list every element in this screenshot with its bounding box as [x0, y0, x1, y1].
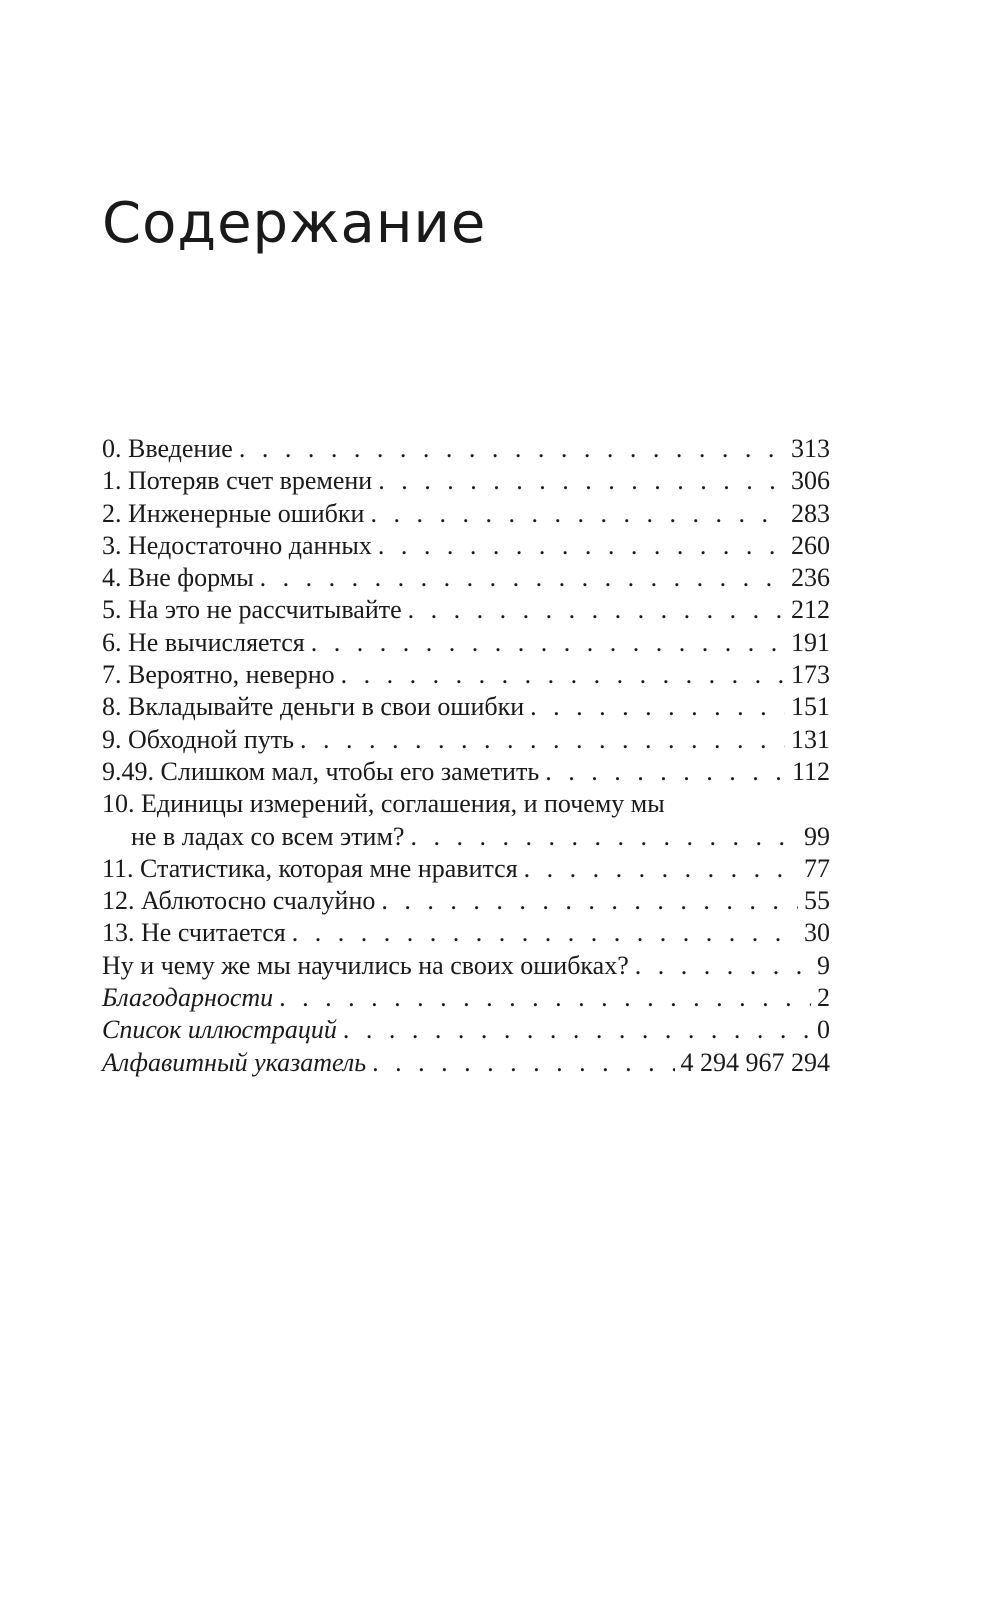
dot-leader — [260, 562, 785, 594]
dot-leader — [239, 433, 785, 465]
toc-entry-chapter-7[interactable] — [102, 659, 830, 691]
toc-entry-title: 7. Вероятно, неверно — [102, 660, 335, 690]
table-of-contents — [102, 433, 830, 1079]
toc-entry-page: 236 — [791, 563, 830, 593]
toc-entry-title: 3. Недостаточно данных — [102, 530, 372, 560]
toc-entry-title: Список иллюстраций — [102, 1015, 337, 1045]
page-title: Содержание — [102, 191, 487, 256]
dot-leader — [372, 1047, 674, 1079]
toc-entry-page: 4 294 967 294 — [680, 1047, 830, 1077]
toc-entry-title: 13. Не считается — [102, 918, 286, 948]
toc-entry-page: 131 — [791, 724, 830, 754]
toc-entry-page: 260 — [791, 530, 830, 560]
toc-entry-page: 151 — [791, 692, 830, 722]
toc-entry-chapter-1[interactable] — [102, 465, 830, 497]
dot-leader — [341, 659, 785, 691]
dot-leader — [408, 594, 785, 626]
dot-leader — [378, 465, 785, 497]
toc-entry-title: 4. Вне формы — [102, 563, 254, 593]
toc-entry-chapter-6[interactable] — [102, 627, 830, 659]
toc-entry-page: 306 — [791, 466, 830, 496]
dot-leader — [343, 1014, 811, 1046]
dot-leader — [545, 756, 786, 788]
toc-entry-list-of-illustrations[interactable] — [102, 1014, 830, 1046]
toc-entry-chapter-11[interactable] — [102, 853, 830, 885]
dot-leader — [410, 821, 798, 853]
dot-leader — [300, 724, 785, 756]
dot-leader — [524, 853, 798, 885]
toc-entry-title: 5. На это не рассчитывайте — [102, 595, 402, 625]
toc-entry-page: 283 — [791, 498, 830, 528]
dot-leader — [311, 627, 785, 659]
toc-entry-title-continuation: не в ладах со всем этим? — [131, 821, 405, 851]
dot-leader — [381, 885, 798, 917]
toc-entry-page: 191 — [791, 627, 830, 657]
toc-entry-title: Алфавитный указатель — [102, 1047, 367, 1077]
toc-entry-chapter-9-49[interactable] — [102, 756, 830, 788]
toc-entry-page: 9 — [817, 950, 830, 980]
toc-entry-title: 8. Вкладывайте деньги в свои ошибки — [102, 692, 525, 722]
toc-entry-chapter-4[interactable] — [102, 562, 830, 594]
toc-entry-page: 99 — [804, 821, 830, 851]
toc-entry-title: 9. Обходной путь — [102, 724, 294, 754]
toc-entry-title: 10. Единицы измерений, соглашения, и почему мы — [102, 789, 665, 819]
toc-entry-introduction[interactable] — [102, 433, 830, 465]
toc-entry-conclusion[interactable] — [102, 950, 830, 982]
toc-entry-title: 9.49. Слишком мал, чтобы его заметить — [102, 756, 540, 786]
toc-entry-page: 30 — [804, 918, 830, 948]
toc-entry-page: 112 — [791, 756, 830, 786]
dot-leader — [530, 691, 785, 723]
toc-entry-page: 313 — [791, 434, 830, 463]
toc-entry-chapter-10[interactable] — [102, 788, 830, 820]
toc-entry-title: Ну и чему же мы научились на своих ошибках? — [102, 950, 629, 980]
toc-entry-chapter-12[interactable] — [102, 885, 830, 917]
dot-leader — [370, 498, 785, 530]
toc-entry-title: 0. Введение — [102, 434, 233, 463]
toc-entry-page: 0 — [817, 1015, 830, 1045]
toc-entry-chapter-2[interactable] — [102, 498, 830, 530]
toc-entry-title: 1. Потеряв счет времени — [102, 466, 373, 496]
dot-leader — [378, 530, 785, 562]
toc-entry-title: 12. Аблютосно счалуйно — [102, 886, 376, 916]
toc-entry-title: 11. Статистика, которая мне нравится — [102, 853, 518, 883]
toc-entry-title: 6. Не вычисляется — [102, 627, 305, 657]
toc-entry-page: 77 — [804, 853, 830, 883]
toc-entry-chapter-5[interactable] — [102, 594, 830, 626]
toc-entry-title: 2. Инженерные ошибки — [102, 498, 365, 528]
toc-entry-chapter-10-continuation[interactable] — [102, 821, 830, 853]
toc-entry-page: 55 — [804, 886, 830, 916]
toc-entry-page: 212 — [791, 595, 830, 625]
toc-entry-chapter-3[interactable] — [102, 530, 830, 562]
toc-entry-chapter-9[interactable] — [102, 724, 830, 756]
toc-entry-title: Благодарности — [102, 983, 274, 1013]
toc-entry-chapter-8[interactable] — [102, 691, 830, 723]
toc-entry-acknowledgements[interactable] — [102, 982, 830, 1014]
toc-entry-page: 2 — [817, 983, 830, 1013]
dot-leader — [292, 917, 798, 949]
toc-entry-index[interactable] — [102, 1047, 830, 1079]
toc-entry-page: 173 — [791, 660, 830, 690]
toc-entry-chapter-13[interactable] — [102, 917, 830, 949]
dot-leader — [279, 982, 811, 1014]
dot-leader — [635, 950, 811, 982]
